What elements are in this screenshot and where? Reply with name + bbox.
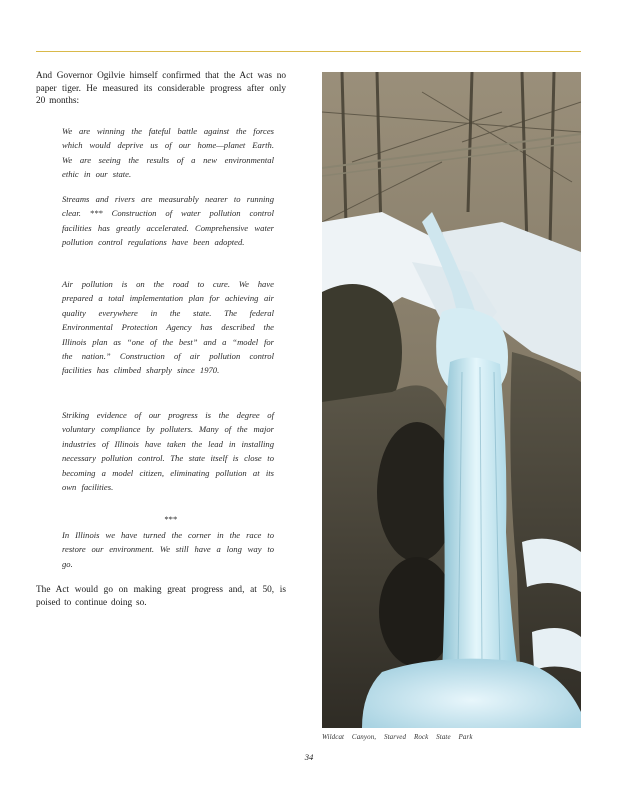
quote-paragraph-5: In Illinois we have turned the corner in the race to restore our environment. We still have a long way to go. — [62, 530, 274, 569]
header-rule — [36, 51, 581, 52]
quote-paragraph-4: Striking evidence of our progress is the degree of voluntary compliance by polluters. Many of the major industries of Illinois have taken the lead in installing necessary pollution control. The state itself is close to becoming a model citizen, eliminating pollution at its own facilities. — [62, 410, 274, 493]
quote-separator: *** — [164, 514, 177, 524]
quote-paragraph-1: We are winning the fateful battle against the forces which would deprive us of our home—planet Earth. We are seeing the results of a new environmental ethic in our state. — [62, 126, 274, 180]
page-number: 34 — [304, 752, 314, 762]
waterfall-photo — [322, 72, 581, 728]
intro-paragraph: And Governor Ogilvie himself confirmed that the Act was no paper tiger. He measured its considerable progress after only 20 months: — [36, 71, 286, 107]
closing-paragraph: The Act would go on making great progress and, at 50, is poised to continue doing so. — [36, 585, 286, 608]
quote-paragraph-3: Air pollution is on the road to cure. We have prepared a total implementation plan for achieving air quality everywhere in the state. The federal Environmental Protection Agency has described the Illinois plan as “one of the best” and a “model for the nation.” Construction of air pollution control facilities has climbed sharply since 1970. — [62, 279, 274, 376]
photo-caption: Wildcat Canyon, Starved Rock State Park — [322, 733, 473, 741]
quote-paragraph-2: Streams and rivers are measurably nearer to running clear. *** Construction of water pollution control facilities has greatly accelerated. Comprehensive water pollution control regulations have been adopted. — [62, 194, 274, 248]
